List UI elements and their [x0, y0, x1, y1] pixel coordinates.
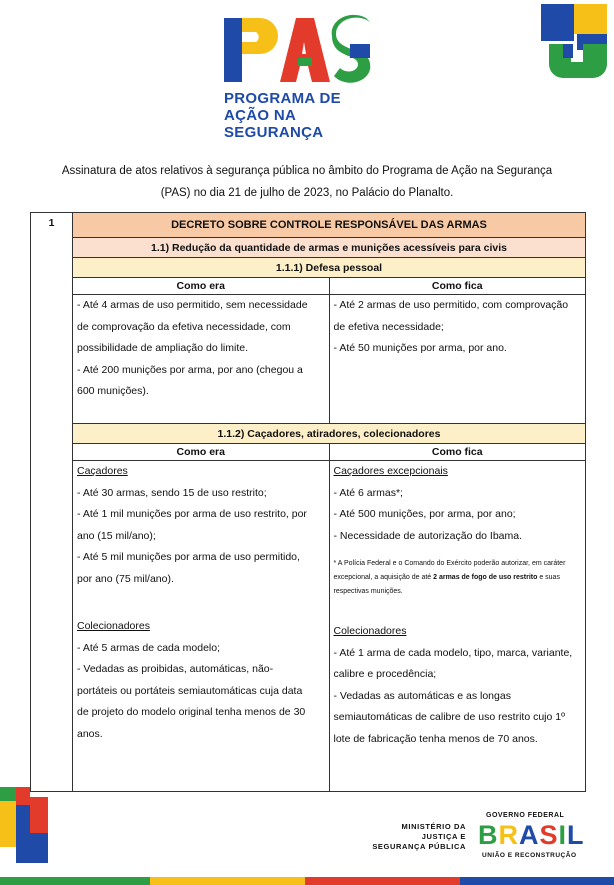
governo-federal-label: GOVERNO FEDERAL — [486, 812, 565, 819]
column-header-como-era: Como era — [73, 278, 330, 295]
defesa-como-fica-cell — [329, 295, 586, 424]
column-header-como-era: Como era — [73, 444, 330, 461]
text-line: - Até 500 munições, por arma, por ano; — [333, 508, 516, 520]
subsection-title-cac: 1.1.2) Caçadores, atiradores, colecionadores — [73, 424, 586, 444]
cac-como-era-cell — [73, 461, 330, 792]
decree-table — [30, 212, 586, 792]
pas-subtitle-line1: PROGRAMA DE — [224, 90, 341, 107]
decree-title: DECRETO SOBRE CONTROLE RESPONSÁVEL DAS ARMAS — [73, 213, 586, 238]
uniao-reconstrucao-label: UNIÃO E RECONSTRUÇÃO — [482, 852, 577, 859]
text-line: - Até 5 armas de cada modelo; — [77, 641, 220, 654]
text-line: - Até 200 munições por arma, por ano (chegou a — [77, 363, 303, 376]
section-title: 1.1) Redução da quantidade de armas e munições acessíveis para civis — [73, 238, 586, 258]
decorative-corner-bottom-left — [0, 787, 48, 863]
intro-line-2: (PAS) no dia 21 de julho de 2023, no Palácio do Planalto. — [160, 187, 454, 199]
colecionadores-heading: Colecionadores — [333, 625, 407, 637]
footnote — [334, 557, 582, 599]
text-line: anos. — [77, 727, 103, 740]
ministry-line-2: JUSTIÇA E — [421, 832, 466, 841]
text-line: - Vedadas as automáticas e as longas — [333, 689, 511, 702]
text-line: - Até 4 armas de uso permitido, sem necessidade — [77, 299, 308, 311]
brasil-wordmark: BRASIL — [478, 820, 585, 850]
text-line: de projeto do modelo original tenha menos de 30 — [77, 706, 306, 718]
text-line: ano (15 mil/ano); — [77, 529, 156, 542]
spacer — [77, 590, 325, 616]
spacer — [334, 599, 582, 621]
text-line: - Até 1 mil munições por arma de uso restrito, por — [77, 508, 307, 520]
text-line: - Vedadas as proibidas, automáticas, não- — [77, 663, 274, 675]
item-number: 1 — [31, 213, 73, 792]
text-line: - Até 5 mil munições por arma de uso permitido, — [77, 551, 300, 563]
column-header-como-fica: Como fica — [329, 444, 586, 461]
text-line: lote de fabricação tenha menos de 70 anos. — [333, 732, 538, 745]
cac-como-fica-cell — [329, 461, 586, 792]
color-stripe — [0, 877, 614, 885]
intro-text — [60, 160, 554, 204]
footnote-text: * A Polícia Federal e o Comando do Exército poderão autorizar, em caráter excepcional, a aquisição de até — [333, 560, 566, 581]
text-line: - Até 1 arma de cada modelo, tipo, marca, variante, — [333, 646, 573, 659]
column-header-como-fica: Como fica — [329, 278, 586, 295]
cacadores-excepcionais-heading: Caçadores excepcionais — [333, 465, 448, 477]
text-line: de efetiva necessidade; — [333, 320, 444, 333]
text-line: - Necessidade de autorização do Ibama. — [333, 529, 523, 542]
text-line: de comprovação da efetiva necessidade, com — [77, 320, 291, 333]
governo-federal-logo — [478, 812, 585, 860]
colecionadores-heading: Colecionadores — [77, 620, 150, 632]
ministry-line-1: MINISTÉRIO DA — [401, 822, 466, 831]
subsection-title-defesa: 1.1.1) Defesa pessoal — [73, 258, 586, 278]
text-line: 600 munições). — [77, 385, 149, 397]
text-line: - Até 50 munições por arma, por ano. — [333, 342, 507, 354]
pas-logo — [222, 14, 382, 141]
decorative-corner-top-right — [541, 4, 607, 78]
text-line: portáteis ou portáteis semiautomáticas cuja data — [77, 684, 303, 697]
text-line: - Até 30 armas, sendo 15 de uso restrito; — [77, 486, 267, 499]
pas-subtitle-line2: AÇÃO NA SEGURANÇA — [224, 107, 324, 141]
text-line: - Até 2 armas de uso permitido, com comprovação — [333, 299, 569, 311]
text-line: possibilidade de ampliação do limite. — [77, 342, 249, 354]
cacadores-heading: Caçadores — [77, 465, 128, 477]
footnote-text-end: e suas respectivas munições. — [333, 574, 560, 595]
text-line: por ano (75 mil/ano). — [77, 572, 174, 585]
pas-letters-graphic — [222, 14, 382, 86]
text-line: semiautomáticas de calibre de uso restrito cujo 1º — [333, 711, 565, 723]
ministry-logo — [368, 822, 466, 852]
ministry-line-3: SEGURANÇA PÚBLICA — [372, 842, 466, 851]
pas-subtitle — [224, 90, 382, 141]
defesa-como-era-cell — [73, 295, 330, 424]
intro-line-1: Assinatura de atos relativos à segurança pública no âmbito do Programa de Ação na Segurança — [61, 165, 553, 177]
text-line: calibre e procedência; — [333, 668, 437, 680]
footnote-bold: 2 armas de fogo de uso restrito — [433, 574, 538, 581]
text-line: - Até 6 armas*; — [333, 486, 403, 499]
